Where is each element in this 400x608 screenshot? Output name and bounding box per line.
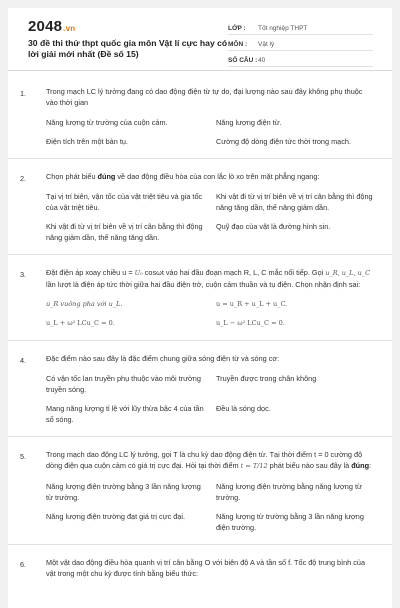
answer-option-c[interactable]: u_L + ω² LCu_C = 0. bbox=[46, 319, 115, 327]
answer-option-c[interactable]: Năng lượng điện trường đạt giá trị cực đại. bbox=[46, 512, 186, 521]
site-logo[interactable]: 2048.vn bbox=[28, 18, 76, 35]
answer-options bbox=[46, 299, 376, 340]
question-number: 2. bbox=[20, 174, 27, 183]
answer-option-b[interactable]: Năng lượng điện trường bằng năng lượng từ trường. bbox=[216, 482, 362, 502]
answer-option-d[interactable]: Đều là sóng dọc. bbox=[216, 404, 271, 413]
answer-options bbox=[46, 117, 376, 158]
question-text: Trong mạch dao động LC lý tưởng, gọi T là chu kỳ dao động điện từ. Tại thời điểm t = 0 cường độ dòng điện qua cuộn cảm có giá trị cực đại. Hỏi tại thời điểm t = T/12 phát biểu nào sau đây là đúng: bbox=[46, 450, 372, 470]
question-5 bbox=[8, 436, 392, 544]
answer-option-c[interactable]: Điện tích trên một bản tụ. bbox=[46, 137, 128, 146]
document-page bbox=[8, 8, 392, 608]
question-number: 5. bbox=[20, 452, 27, 461]
question-text: Đặc điểm nào sau đây là đặc điểm chung giữa sóng điện từ và sóng cơ: bbox=[46, 354, 280, 363]
question-6 bbox=[8, 544, 392, 579]
answer-options bbox=[46, 481, 376, 544]
answer-option-d[interactable]: u_L − ω² LCu_C = 0. bbox=[216, 319, 285, 327]
answer-option-d[interactable]: Cường độ dòng điện tức thời trong mạch. bbox=[216, 137, 351, 146]
answer-option-d[interactable]: Năng lượng từ trường bằng 3 lần năng lượng điện trường. bbox=[216, 512, 364, 532]
document-title: 30 đề thi thử thpt quốc gia môn Vật lí cực hay có lời giải mới nhất (Đề số 15) bbox=[28, 38, 228, 59]
question-3 bbox=[8, 254, 392, 340]
answer-option-a[interactable]: Năng lượng điện trường bằng 3 lần năng lượng từ trường. bbox=[46, 482, 201, 502]
answer-option-d[interactable]: Quỹ đạo của vật là đường hình sin. bbox=[216, 222, 331, 231]
question-number: 4. bbox=[20, 356, 27, 365]
meta-question-count: SỐ CÂU : 40 bbox=[228, 52, 373, 67]
answer-options bbox=[46, 191, 376, 254]
question-text: Trong mạch LC lý tưởng đang có dao động điện từ tự do, đại lượng nào sau đây không phụ thuộc vào thời gian bbox=[46, 87, 363, 107]
answer-option-b[interactable]: Năng lượng điện từ. bbox=[216, 118, 282, 127]
meta-subject: MÔN : Vật lý bbox=[228, 36, 373, 51]
answer-option-c[interactable]: Mang năng lượng tỉ lệ với lũy thừa bậc 4 của tần số sóng. bbox=[46, 404, 204, 424]
answer-option-a[interactable]: Tại vị trí biên, vận tốc của vật triệt tiêu và gia tốc của vật triệt tiêu. bbox=[46, 192, 203, 212]
question-text: Chọn phát biểu đúng về dao động điều hòa của con lắc lò xo trên mặt phẳng ngang: bbox=[46, 172, 320, 181]
question-number: 3. bbox=[20, 270, 27, 279]
answer-option-b[interactable]: Truyền được trong chân không bbox=[216, 374, 317, 383]
question-1 bbox=[8, 74, 392, 158]
question-number: 6. bbox=[20, 560, 27, 569]
answer-option-a[interactable]: Có vận tốc lan truyền phụ thuộc vào môi trường truyền sóng. bbox=[46, 374, 201, 394]
question-number: 1. bbox=[20, 89, 27, 98]
document-meta bbox=[228, 20, 373, 68]
answer-option-c[interactable]: Khi vật đi từ vị trí biên về vị trí cân bằng thì động năng giảm dần, thế năng tăng dần. bbox=[46, 222, 203, 242]
answer-option-a[interactable]: Năng lượng từ trường của cuộn cảm. bbox=[46, 118, 168, 127]
answer-options bbox=[46, 373, 376, 436]
answer-option-b[interactable]: Khi vật đi từ vị trí biên về vị trí cân bằng thì động năng tăng dần, thế năng giảm dần. bbox=[216, 192, 373, 212]
question-list bbox=[8, 74, 392, 579]
document-header bbox=[8, 8, 392, 71]
answer-option-a[interactable]: u_R vuông pha với u_L. bbox=[46, 300, 123, 308]
answer-option-b[interactable]: u = u_R + u_L + u_C. bbox=[216, 300, 288, 308]
question-2 bbox=[8, 158, 392, 254]
question-4 bbox=[8, 340, 392, 436]
meta-class: LỚP : Tốt nghiệp THPT bbox=[228, 20, 373, 35]
question-text: Một vật dao động điều hòa quanh vị trí cân bằng O với biên độ A và tần số f. Tốc độ trung bình của vật trong một chu kỳ được tính bằng biểu thức: bbox=[46, 558, 366, 578]
question-text: Đặt điện áp xoay chiều u = U₀ cosωt vào hai đầu đoạn mạch R, L, C mắc nối tiếp. Gọi u_R, u_L, u_C lần lượt là điện áp tức thời giữa hai đầu điện trở, cuộn cảm thuần và tụ điện. Chọn nhận định sai: bbox=[46, 268, 371, 289]
